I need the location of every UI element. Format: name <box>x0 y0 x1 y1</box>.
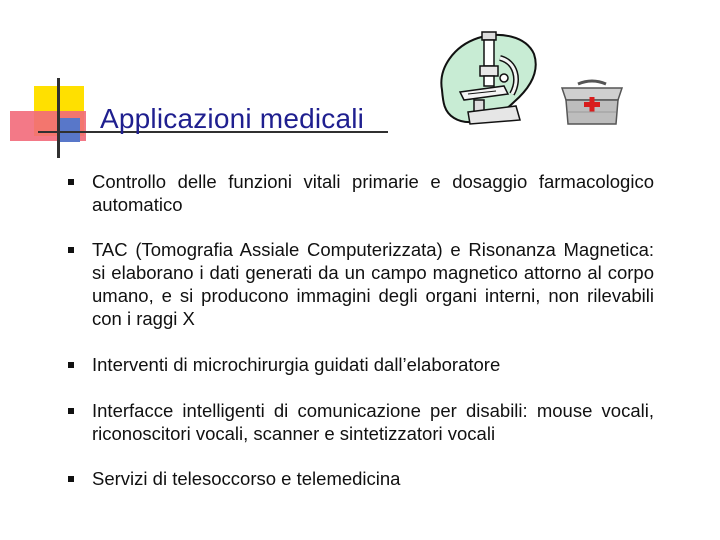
bullet-item <box>64 238 654 330</box>
bullet-text: Interventi di microchirurgia guidati dall’elaboratore <box>92 354 501 375</box>
bullet-text: Servizi di telesoccorso e telemedicina <box>92 468 401 489</box>
bullet-item <box>64 399 654 445</box>
title-decoration-vertical-line <box>57 78 60 158</box>
microscope-icon <box>434 28 540 132</box>
bullet-list <box>64 170 654 490</box>
first-aid-kit-icon <box>556 78 628 128</box>
bullet-text: Interfacce intelligenti di comunicazione per disabili: mouse vocali, riconoscitori vocali, scanner e sintetizzatori vocali <box>92 400 654 444</box>
bullet-marker <box>68 362 74 368</box>
bullet-marker <box>68 247 74 253</box>
title-decoration-blue-square <box>58 118 80 142</box>
bullet-marker <box>68 408 74 414</box>
bullet-marker <box>68 179 74 185</box>
bullet-text: Controllo delle funzioni vitali primarie e dosaggio farmacologico automatico <box>92 171 654 215</box>
slide-title: Applicazioni medicali <box>100 103 365 134</box>
bullet-item <box>64 467 654 490</box>
bullet-text: TAC (Tomografia Assiale Computerizzata) e Risonanza Magnetica: si elaborano i dati generati da un campo magnetico attorno al corpo umano, e si producono immagini degli organi interni, non rilevabili con i raggi X <box>92 239 654 329</box>
bullet-item <box>64 353 654 376</box>
bullet-marker <box>68 476 74 482</box>
bullet-item <box>64 170 654 216</box>
